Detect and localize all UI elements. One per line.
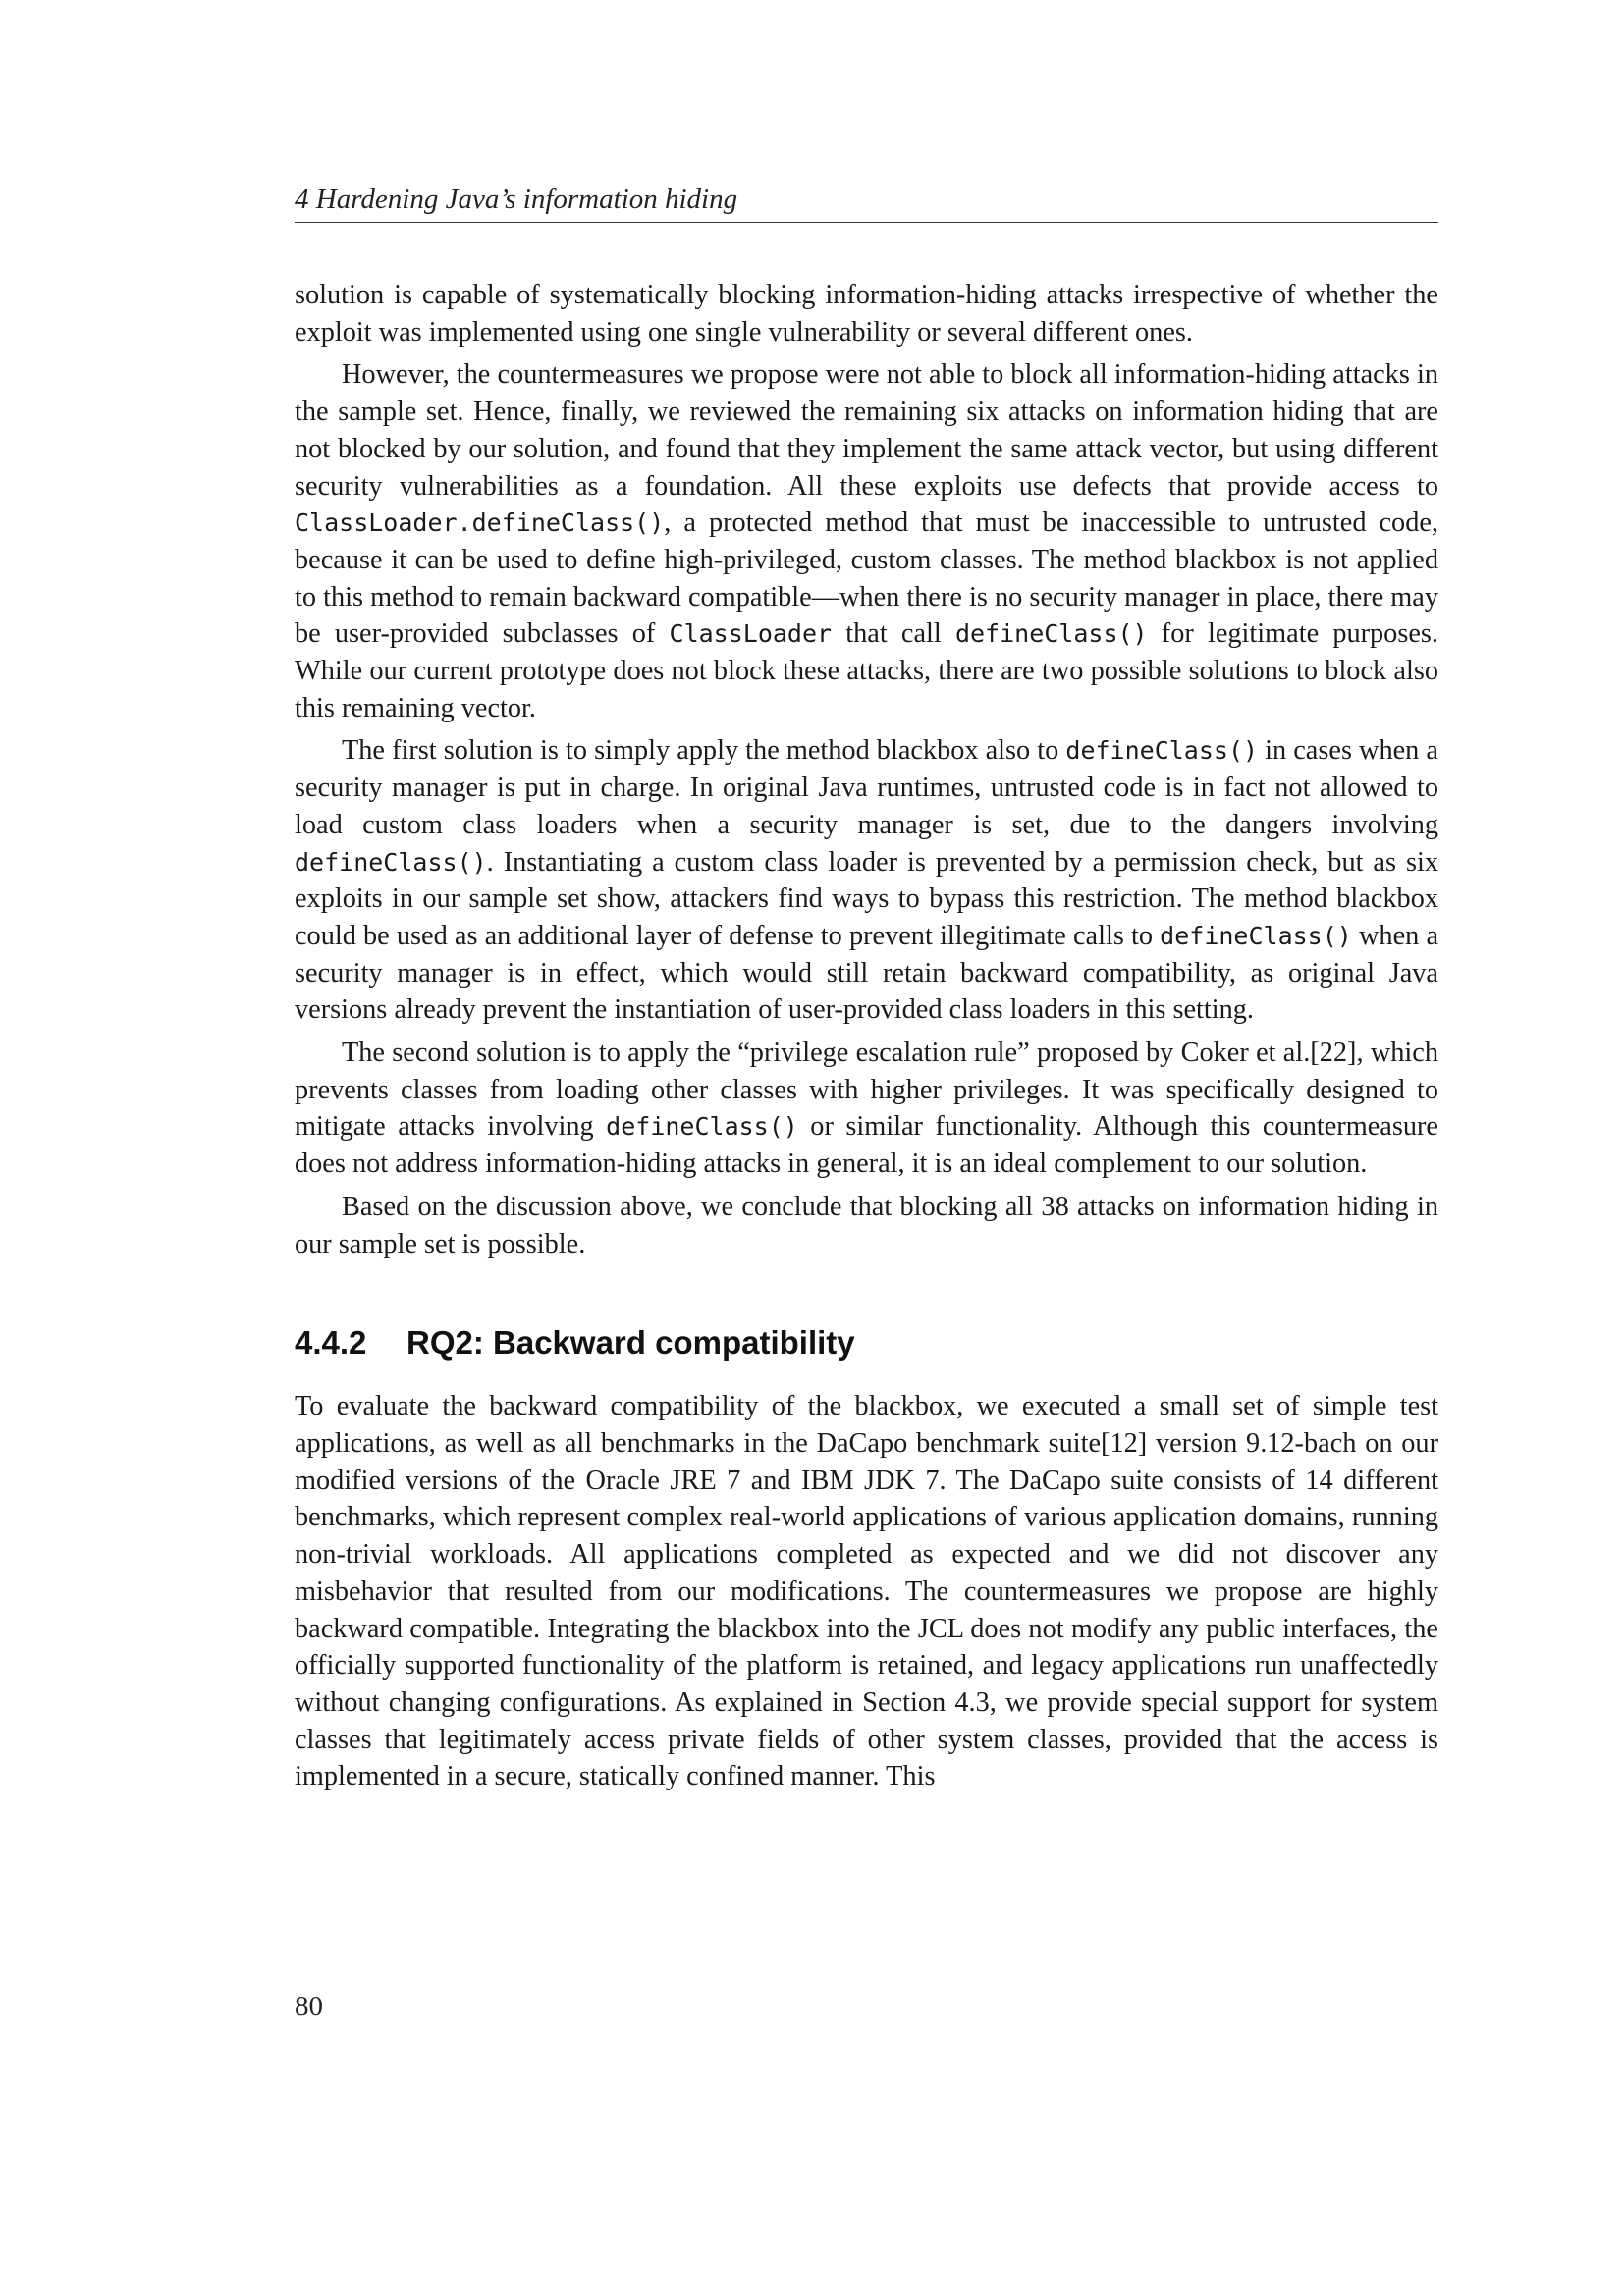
code-defineclass: defineClass()	[1065, 736, 1259, 766]
section-paragraph: To evaluate the backward compatibility of the blackbox, we executed a small set of simple test applications, as well as all benchmarks in the DaCapo benchmark suite[12] version 9.12-bach on our modified versions of the Oracle JRE 7 and IBM JDK 7. The DaCapo suite consists of 14 different benchmarks, which represent complex real-world applications of various application domains, running non-trivial workloads. All applications completed as expected and we did not discover any misbehavior that resulted from our modifications. The countermeasures we propose are highly backward compatible. Integrating the blackbox into the JCL does not modify any public interfaces, the officially supported functionality of the platform is retained, and legacy applications run unaffectedly without changing configurations. As explained in Section 4.3, we provide special support for system classes that legitimately access private fields of other system classes, provided that the access is implemented in a secure, statically confined manner. This	[295, 1391, 1438, 1792]
running-header: 4 Hardening Java’s information hiding	[295, 184, 738, 215]
code-defineclass: defineClass()	[954, 619, 1148, 649]
paragraph-3-text-a: The first solution is to simply apply the method blackbox also to	[342, 735, 1066, 767]
paragraph-4	[295, 1035, 1438, 1183]
paragraph-2-text-b: , a protected method that must be inaccessible to untrusted code, because it can be used to define high-privileged, custom classes. The method blackbox is not applied to this method to remain backward compatible—when there is no security manager in place, there may be user-provided subclasses of	[295, 507, 1438, 650]
paragraph-2-text-d: for legitimate purposes. While our current prototype does not block these attacks, there are two possible solutions to block also this remaining vector.	[295, 618, 1438, 723]
body-text	[295, 277, 1438, 1801]
paragraph-3-text-b: in cases when a security manager is put in charge. In original Java runtimes, untrusted code is in fact not allowed to load custom class loaders when a security manager is set, due to the dangers involving	[295, 735, 1438, 840]
paragraph-2-text-a: However, the countermeasures we propose were not able to block all information-hiding attacks in the sample set. Hence, finally, we reviewed the remaining six attacks on information hiding that are not blocked by our solution, and found that they implement the same attack vector, but using different security vulnerabilities as a foundation. All these exploits use defects that provide access to	[295, 359, 1438, 502]
header-rule	[295, 222, 1438, 223]
code-defineclass: defineClass()	[295, 847, 487, 877]
paragraph-2	[295, 356, 1438, 726]
page-number: 80	[295, 1991, 323, 2022]
paragraph-5: Based on the discussion above, we conclude that blocking all 38 attacks on information hiding in our sample set is possible.	[295, 1191, 1438, 1259]
paragraph-3-text-d: when a security manager is in effect, which would still retain backward compatibility, as original Java versions already prevent the instantiation of user-provided class loaders in this setting.	[295, 920, 1439, 1026]
paragraph-3	[295, 732, 1438, 1029]
code-defineclass: defineClass()	[606, 1112, 798, 1142]
paragraph-4-text-a: The second solution is to apply the “privilege escalation rule” proposed by Coker et al.[22], which prevents classes from loading other classes with higher privileges. It was specifically designed to mitigate attacks involving	[295, 1038, 1438, 1143]
paragraph-3-text-c: . Instantiating a custom class loader is prevented by a permission check, but as six exploits in our sample set show, attackers find ways to bypass this restriction. The method blackbox could be used as an additional layer of defense to prevent illegitimate calls to	[295, 846, 1438, 951]
paragraph-2-text-c: that call	[832, 618, 955, 650]
paragraph-1: solution is capable of systematically blocking information-hiding attacks irrespective of whether the exploit was implemented using one single vulnerability or several different ones.	[295, 280, 1438, 347]
code-classloader-defineclass: ClassLoader.defineClass()	[295, 508, 665, 538]
section-number: 4.4.2	[295, 1324, 367, 1362]
code-classloader: ClassLoader	[669, 619, 833, 649]
section-title: RQ2: Backward compatibility	[406, 1324, 855, 1362]
section-heading	[295, 1323, 1438, 1362]
paragraph-4-text-b: or similar functionality. Although this countermeasure does not address information-hiding attacks in general, it is an ideal complement to our solution.	[295, 1111, 1438, 1180]
code-defineclass: defineClass()	[1160, 921, 1352, 950]
